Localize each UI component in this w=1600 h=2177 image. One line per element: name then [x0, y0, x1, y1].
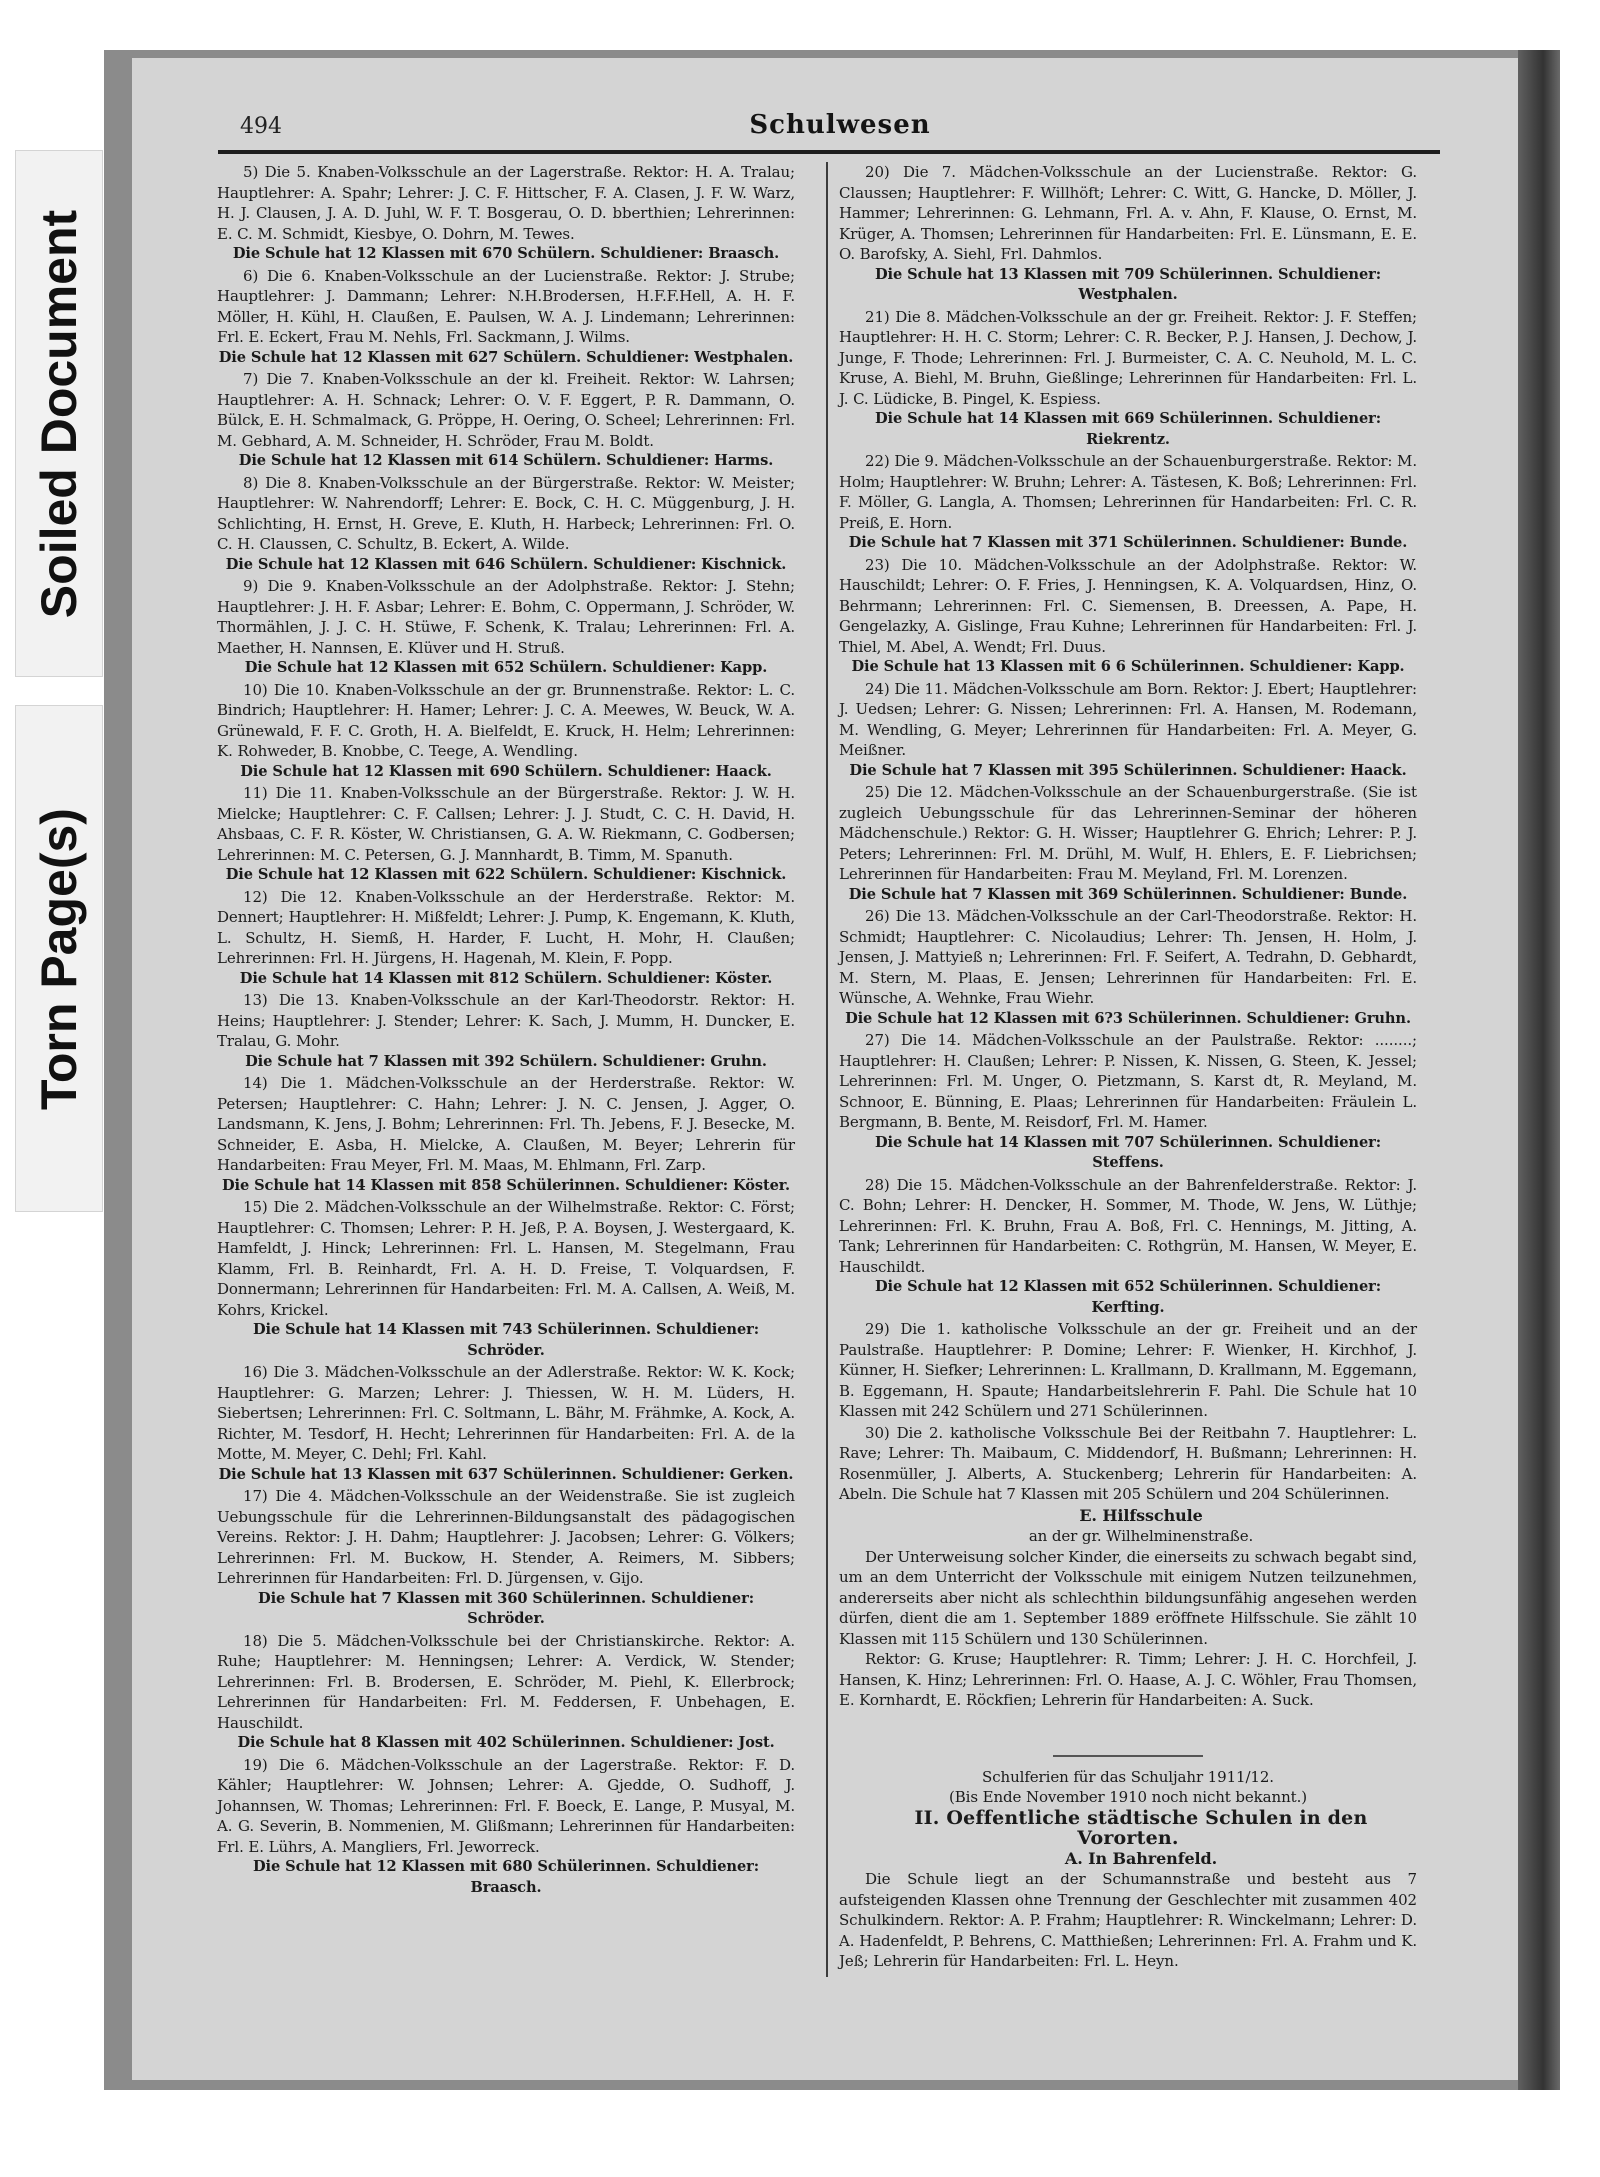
school-entry-text: 29) Die 1. katholische Volksschule an der gr. Freiheit und an der Paulstraße. Hauptlehrer: P. Domine; Lehrer: F. Wienker, H. Kirchhof, J. Künner, H. Siefker; Lehrerinnen: L. Krallmann, D. Krallmann, M. Eggemann, B. Eggemann, H. Spaute; Handarbeitslehrerin F. Pahl. Die Schule hat 10 Klassen mit 242 Schülern und 271 Schülerinnen.: [839, 1320, 1417, 1420]
right-column: [839, 162, 1417, 1972]
school-entry-text: 21) Die 8. Mädchen-Volksschule an der gr. Freiheit. Rektor: J. F. Steffen; Hauptlehrer: H. H. C. Storm; Lehrer: C. R. Becker, P. J. Hansen, J. Dechow, J. Junge, F. Thode; Lehrerinnen: Frl. J. Burmeister, C. A. C. Neuhold, M. L. C. Kruse, A. Biehl, M. Bruhn, Gießlinge; Lehrerinnen für Handarbeiten: Frl. L. J. C. Lüdicke, B. Pingel, K. Espiess.: [839, 307, 1417, 408]
school-entry-summary: Die Schule hat 7 Klassen mit 360 Schülerinnen. Schuldiener: Schröder.: [258, 1589, 754, 1627]
school-entry-summary: Die Schule hat 12 Klassen mit 652 Schülerinnen. Schuldiener: Kerfting.: [874, 1278, 1382, 1316]
school-entry-text: 13) Die 13. Knaben-Volksschule an der Karl-Theodorstr. Rektor: H. Heins; Hauptlehrer: J. Stender; Lehrer: K. Sach, J. Mumm, H. Duncker, E. Tralau, G. Mohr.: [217, 991, 795, 1050]
school-entry: [839, 162, 1417, 306]
school-entry: [217, 990, 795, 1072]
schulferien-title: Schulferien für das Schuljahr 1911/12.: [982, 1767, 1274, 1786]
school-entry: [217, 1197, 795, 1361]
schulferien-note: (Bis Ende November 1910 noch nicht bekannt.): [948, 1788, 1307, 1806]
left-column: [217, 162, 795, 1899]
school-entry: [217, 369, 795, 472]
school-entry-text: 26) Die 13. Mädchen-Volksschule an der Carl-Theodorstraße. Rektor: H. Schmidt; Hauptlehrer: C. Nicolaudius; Lehrer: Th. Jensen, H. Holm, J. Jensen, J. Mattyieß n; Lehrerinnen: Frl. F. Seifert, A. Tedrahn, D. Gebhardt, M. Stern, M. Plaas, E. Jensen; Lehrerinnen für Handarbeiten: Frl. E. Wünsche, A. Wehnke, Frau Wiehr.: [839, 907, 1417, 1007]
school-entry-summary: Die Schule hat 12 Klassen mit 627 Schülern. Schuldiener: Westphalen.: [218, 348, 794, 366]
section-title: Schulwesen: [749, 110, 931, 140]
school-entry-summary: Die Schule hat 13 Klassen mit 709 Schülerinnen. Schuldiener: Westphalen.: [874, 265, 1382, 303]
school-entry-summary: Die Schule hat 12 Klassen mit 652 Schülern. Schuldiener: Kapp.: [244, 659, 768, 676]
school-entry: [839, 555, 1417, 678]
school-entry: [217, 1073, 795, 1196]
school-entry-summary: Die Schule hat 12 Klassen mit 622 Schülern. Schuldiener: Kischnick.: [225, 866, 787, 883]
school-entry-text: 15) Die 2. Mädchen-Volksschule an der Wilhelmstraße. Rektor: C. Först; Hauptlehrer: C. Thomsen; Lehrer: P. H. Jeß, P. A. Boysen, J. Westergaard, K. Hamfeldt, J. Hinck; Lehrerinnen: Frl. L. Hansen, M. Stegelmann, Frau Klamm, Frl. B. Reinhardt, Frl. A. H. D. Freise, T. Volquardsen, F. Donnermann; Lehrerinnen für Handarbeiten: Frl. M. A. Callsen, A. Weiß, M. Kohrs, Krickel.: [217, 1198, 795, 1319]
school-entry-text: 7) Die 7. Knaben-Volksschule an der kl. Freiheit. Rektor: W. Lahrsen; Hauptlehrer: A. H. Schnack; Lehrer: O. V. F. Eggert, P. R. Dammann, O. Bülck, E. H. Schmalmack, G. Pröppe, H. Oering, O. Scheel; Lehrerinnen: Frl. M. Gebhard, A. M. Schneider, H. Schröder, Frau M. Boldt.: [217, 370, 795, 450]
school-entry-summary: Die Schule hat 14 Klassen mit 812 Schülern. Schuldiener: Köster.: [239, 969, 773, 987]
school-entry: [217, 887, 795, 990]
school-entry-text: 12) Die 12. Knaben-Volksschule an der Herderstraße. Rektor: M. Dennert; Hauptlehrer: H. Mißfeldt; Lehrer: J. Pump, K. Engemann, K. Kluth, L. Schultz, H. Siemß, H. Harder, F. Lucht, H. Mohr, H. Claußen; Lehrerinnen: Frl. H. Jürgens, H. Hagenah, M. Klein, F. Popp.: [217, 887, 795, 967]
school-entry-text: 16) Die 3. Mädchen-Volksschule an der Adlerstraße. Rektor: W. K. Kock; Hauptlehrer: G. Marzen; Lehrer: J. Thiessen, W. H. M. Lüders, H. Siebertsen; Lehrerinnen: Frl. C. Soltmann, L. Bähr, M. Frähmke, A. Kock, A. Richter, M. Tesdorf, H. Hecht; Lehrerinnen für Handarbeiten: Frl. A. de la Motte, M. Meyer, C. Dehl; Frl. Kahl.: [217, 1363, 795, 1463]
torn-pages-stamp: [15, 705, 103, 1212]
school-entry: [839, 1175, 1417, 1319]
school-entry-text: 14) Die 1. Mädchen-Volksschule an der Herderstraße. Rektor: W. Petersen; Hauptlehrer: C. Hahn; Lehrer: J. N. C. Jensen, J. Agger, O. Landsmann, K. Jens, J. Bohm; Lehrerinnen: Frl. Th. Jebens, F. J. Besecke, M. Schneider, E. Asba, H. Mielcke, A. Claußen, M. Beyer; Lehrerin für Handarbeiten: Frau Meyer, Frl. M. Maas, M. Ehlmann, Frl. Zarp.: [217, 1074, 795, 1174]
school-entry-text: 20) Die 7. Mädchen-Volksschule an der Lucienstraße. Rektor: G. Claussen; Hauptlehrer: F. Willhöft; Lehrer: C. Witt, G. Hancke, D. Möller, J. Hammer; Lehrerinnen: G. Lehmann, Frl. A. v. Ahn, F. Klause, O. Ernst, M. Krüger, A. Thomsen; Lehrerinnen für Handarbeiten: Frl. E. Lünsmann, E. E. O. Barofsky, A. Siehl, Frl. Dahmlos.: [839, 163, 1417, 263]
school-entry-summary: Die Schule hat 14 Klassen mit 669 Schülerinnen. Schuldiener: Riekrentz.: [874, 410, 1382, 448]
school-entry-text: 27) Die 14. Mädchen-Volksschule an der Paulstraße. Rektor: ........; Hauptlehrer: H. Claußen; Lehrer: P. Nissen, K. Nissen, G. Steen, K. Jessel; Lehrerinnen: Frl. M. Unger, O. Pietzmann, S. Karst dt, R. Meyland, M. Schnoor, E. Bünning, E. Plaas; Lehrerinnen für Handarbeiten: Fräulein L. Bergmann, B. Bente, M. Reisdorf, Frl. M. Hamer.: [839, 1031, 1417, 1131]
school-entry: [217, 1755, 795, 1899]
school-entry-summary: Die Schule hat 12 Klassen mit 6?3 Schülerinnen. Schuldiener: Gruhn.: [845, 1009, 1411, 1027]
school-entry: [217, 783, 795, 886]
torn-pages-label: Torn Page(s): [31, 807, 88, 1110]
hilfsschule-staff: Rektor: G. Kruse; Hauptlehrer: R. Timm; Lehrer: J. H. C. Horchfeil, J. Hansen, K. Hinz; Lehrerinnen: Frl. O. Haase, A. J. C. Wöhler, Frau Thomsen, E. Kornhardt, E. Röckfien; Lehrerin für Handarbeiten: A. Suck.: [839, 1650, 1417, 1709]
school-entry-text: 30) Die 2. katholische Volksschule Bei der Reitbahn 7. Hauptlehrer: L. Rave; Lehrer: Th. Maibaum, C. Middendorf, H. Bußmann; Lehrerinnen: H. Rosenmüller, J. Alberts, A. Stuckenberg; Lehrerin für Handarbeiten: A. Abeln. Die Schule hat 7 Klassen mit 205 Schülern und 204 Schülerinnen.: [839, 1423, 1417, 1503]
school-entry: [217, 576, 795, 679]
school-entry-summary: Die Schule hat 12 Klassen mit 670 Schülern. Schuldiener: Braasch.: [232, 245, 780, 262]
school-entry-text: 19) Die 6. Mädchen-Volksschule an der Lagerstraße. Rektor: F. D. Kähler; Hauptlehrer: W. Johnsen; Lehrer: A. Gjedde, O. Sudhoff, J. Johannsen, W. Thomas; Lehrerinnen: Frl. F. Boeck, E. Lange, P. Musyal, M. A. G. Severin, B. Nommenien, M. Glißmann; Lehrerinnen für Handarbeiten: Frl. E. Lührs, A. Mangliers, Frl. Jeworreck.: [217, 1755, 795, 1856]
hilfsschule-section: [839, 1506, 1417, 1711]
school-entry: [839, 679, 1417, 782]
school-entry-summary: Die Schule hat 14 Klassen mit 743 Schülerinnen. Schuldiener: Schröder.: [252, 1321, 760, 1359]
page-binding-edge: [1518, 50, 1560, 2090]
school-entry-text: 18) Die 5. Mädchen-Volksschule bei der Christianskirche. Rektor: A. Ruhe; Hauptlehrer: M. Henningsen; Lehrer: A. Verdick, W. Stender; Lehrerinnen: Frl. B. Brodersen, E. Schröder, M. Piehl, K. Ellerbrock; Lehrerinnen für Handarbeiten: Frl. M. Feddersen, F. Unbehagen, E. Hauschildt.: [217, 1631, 795, 1732]
school-entry: [217, 1486, 795, 1630]
school-entry-text: 9) Die 9. Knaben-Volksschule an der Adolphstraße. Rektor: J. Stehn; Hauptlehrer: J. H. F. Asbar; Lehrer: E. Bohm, C. Oppermann, J. Schröder, W. Thormählen, J. J. C. H. Stüwe, F. Schenk, K. Tralau; Lehrerinnen: Frl. A. Maether, H. Nannsen, E. Klüver und H. Struß.: [217, 577, 795, 657]
school-entry: [839, 1319, 1417, 1422]
school-entry: [217, 266, 795, 369]
hilfsschule-text: Der Unterweisung solcher Kinder, die einerseits zu schwach begabt sind, um an dem Unterricht der Volksschule mit einigem Nutzen teilzunehmen, andererseits aber nicht als schlechthin bildungsunfähig angesehen werden dürfen, dient die am 1. September 1889 eröffnete Hilfsschule. Sie zählt 10 Klassen mit 115 Schülern und 130 Schülerinnen.: [839, 1547, 1417, 1648]
hilfsschule-location: an der gr. Wilhelminenstraße.: [1028, 1527, 1254, 1545]
vororte-section: [839, 1808, 1417, 1972]
school-entry: [217, 162, 795, 265]
school-entry-text: 11) Die 11. Knaben-Volksschule an der Bürgerstraße. Rektor: J. W. H. Mielcke; Hauptlehrer: C. F. Callsen; Lehrer: J. J. Studt, C. C. H. David, H. Ahsbaas, C. F. R. Köster, W. Christiansen, G. A. W. Riekmann, C. Godbersen; Lehrerinnen: M. C. Petersen, G. J. Mannhardt, B. Timm, M. Spanuth.: [217, 784, 795, 864]
soiled-document-stamp: [15, 150, 103, 677]
school-entry-summary: Die Schule hat 13 Klassen mit 6 6 Schülerinnen. Schuldiener: Kapp.: [851, 658, 1405, 675]
school-entry-summary: Die Schule hat 12 Klassen mit 614 Schülern. Schuldiener: Harms.: [238, 452, 774, 469]
school-entry: [839, 307, 1417, 451]
bahrenfeld-text: Die Schule liegt an der Schumannstraße und besteht aus 7 aufsteigenden Klassen ohne Trennung der Geschlechter mit zusammen 402 Schulkindern. Rektor: A. P. Frahm; Hauptlehrer: R. Winckelmann; Lehrer: D. A. Hadenfeldt, P. Behrens, C. Matthießen; Lehrerinnen: Frl. A. Frahm und K. Jeß; Lehrerin für Handarbeiten: Frl. L. Heyn.: [839, 1870, 1417, 1970]
school-entry: [217, 1631, 795, 1754]
school-entry-summary: Die Schule hat 8 Klassen mit 402 Schülerinnen. Schuldiener: Jost.: [237, 1734, 775, 1751]
hilfsschule-heading: E. Hilfsschule: [1079, 1505, 1203, 1525]
school-entry: [217, 473, 795, 576]
school-entry-summary: Die Schule hat 12 Klassen mit 690 Schülern. Schuldiener: Haack.: [240, 762, 772, 780]
school-entry-text: 25) Die 12. Mädchen-Volksschule an der Schauenburgerstraße. (Sie ist zugleich Uebungsschule für das Lehrerinnen-Seminar der höheren Mädchenschule.) Rektor: G. H. Wisser; Hauptlehrer G. Ehrich; Lehrer: P. J. Peters; Lehrerinnen: Frl. M. Drühl, M. Wulf, H. Ehlers, E. F. Liebrichsen; Lehrerinnen für Handarbeiten: Frau M. Meyland, Frl. M. Lorenzen.: [839, 783, 1417, 883]
school-entry: [217, 680, 795, 783]
school-entry: [839, 1030, 1417, 1174]
school-entry: [217, 1362, 795, 1485]
school-entry-text: 8) Die 8. Knaben-Volksschule an der Bürgerstraße. Rektor: W. Meister; Hauptlehrer: W. Nahrendorff; Lehrer: E. Bock, C. H. C. Müggenburg, J. H. Schlichting, H. Ernst, H. Greve, E. Kluth, H. Harbeck; Lehrerinnen: Frl. O. C. H. Claussen, C. Schultz, B. Eckert, A. Wilde.: [217, 473, 795, 553]
soiled-document-label: Soiled Document: [31, 209, 87, 618]
school-entry: [839, 451, 1417, 554]
school-entry-summary: Die Schule hat 7 Klassen mit 369 Schülerinnen. Schuldiener: Bunde.: [848, 885, 1408, 903]
school-entry-summary: Die Schule hat 12 Klassen mit 646 Schülern. Schuldiener: Kischnick.: [225, 555, 787, 573]
school-entry-summary: Die Schule hat 12 Klassen mit 680 Schülerinnen. Schuldiener: Braasch.: [252, 1858, 760, 1896]
page-number: 494: [240, 114, 282, 139]
school-entry: [839, 906, 1417, 1029]
school-entry-text: 22) Die 9. Mädchen-Volksschule an der Schauenburgerstraße. Rektor: M. Holm; Hauptlehrer: W. Bruhn; Lehrer: A. Tästesen, K. Boß; Lehrerinnen: Frl. F. Möller, G. Langla, A. Thomsen; Lehrerinnen für Handarbeiten: Frl. C. R. Preiß, E. Horn.: [839, 452, 1417, 532]
section-rule: [1053, 1755, 1203, 1757]
school-entry-text: 24) Die 11. Mädchen-Volksschule am Born. Rektor: J. Ebert; Hauptlehrer: J. Uedsen; Lehrer: G. Nissen; Lehrerinnen: Frl. A. Hansen, M. Rodemann, M. Wendling, G. Meyer; Lehrerinnen für Handarbeiten: Frl. A. Meyer, G. Meißner.: [839, 679, 1417, 759]
bahrenfeld-heading: A. In Bahrenfeld.: [1064, 1848, 1218, 1868]
school-entry-summary: Die Schule hat 14 Klassen mit 858 Schülerinnen. Schuldiener: Köster.: [221, 1176, 791, 1194]
school-entry-summary: Die Schule hat 7 Klassen mit 392 Schülern. Schuldiener: Gruhn.: [245, 1052, 767, 1070]
school-entry-summary: Die Schule hat 13 Klassen mit 637 Schülerinnen. Schuldiener: Gerken.: [218, 1465, 794, 1483]
school-entry-text: 10) Die 10. Knaben-Volksschule an der gr. Brunnenstraße. Rektor: L. C. Bindrich; Hauptlehrer: H. Hamer; Lehrer: J. C. A. Meewes, W. Beuck, W. A. Grünewald, F. F. C. Groth, H. A. Bielfeldt, E. Kruck, H. Helm; Lehrerinnen: K. Rohweder, B. Knobbe, C. Teege, A. Wendling.: [217, 680, 795, 760]
school-entry-text: 23) Die 10. Mädchen-Volksschule an der Adolphstraße. Rektor: W. Hauschildt; Lehrer: O. F. Fries, J. Henningsen, K. A. Volquardsen, Hinz, O. Behrmann; Lehrerinnen: Frl. C. Siemensen, B. Dreessen, A. Pape, H. Gengelazky, A. Gislinge, Frau Kuhne; Lehrerinnen für Handarbeiten: Frl. J. Thiel, M. Abel, A. Wendt; Frl. Duus.: [839, 555, 1417, 656]
school-entry-summary: Die Schule hat 7 Klassen mit 395 Schülerinnen. Schuldiener: Haack.: [849, 761, 1407, 779]
page-header: [240, 106, 1440, 148]
column-divider: [826, 162, 828, 1977]
vororte-heading: II. Oeffentliche städtische Schulen in den Vororten.: [914, 1806, 1368, 1849]
school-entry-text: 28) Die 15. Mädchen-Volksschule an der Bahrenfelderstraße. Rektor: J. C. Bohn; Lehrer: H. Dencker, H. Sommer, M. Thode, W. Jens, W. Lüthje; Lehrerinnen: Frl. K. Bruhn, Frau A. Boß, Frl. C. Hennings, M. Jitting, A. Tank; Lehrerinnen für Handarbeiten: C. Rothgrün, M. Hansen, W. Meyer, E. Hauschildt.: [839, 1175, 1417, 1276]
header-rule: [218, 150, 1440, 154]
right-column-entries: [839, 162, 1417, 1505]
school-entry: [839, 1423, 1417, 1505]
school-entry-text: 6) Die 6. Knaben-Volksschule an der Lucienstraße. Rektor: J. Strube; Hauptlehrer: J. Dammann; Lehrer: N.H.Brodersen, H.F.F.Hell, A. H. F. Möller, H. Kühl, H. Claußen, E. Paulsen, W. A. J. Lindemann; Lehrerinnen: Frl. E. Eckert, Frau M. Nehls, Frl. Sackmann, J. Wilms.: [217, 266, 795, 346]
school-entry-text: 17) Die 4. Mädchen-Volksschule an der Weidenstraße. Sie ist zugleich Uebungsschule für die Lehrerinnen-Bildungsanstalt des pädagogischen Vereins. Rektor: J. H. Dahm; Hauptlehrer: J. Jacobsen; Lehrer: G. Völkers; Lehrerinnen: Frl. M. Buckow, H. Stender, A. Reimers, M. Sibbers; Lehrerinnen für Handarbeiten: Frl. D. Jürgensen, v. Gijo.: [217, 1487, 795, 1587]
left-margin-strip: [0, 0, 108, 2177]
school-entry-summary: Die Schule hat 14 Klassen mit 707 Schülerinnen. Schuldiener: Steffens.: [874, 1133, 1382, 1171]
school-entry: [839, 782, 1417, 905]
school-entry-text: 5) Die 5. Knaben-Volksschule an der Lagerstraße. Rektor: H. A. Tralau; Hauptlehrer: A. Spahr; Lehrer: J. C. F. Hittscher, F. A. Clasen, J. F. W. Warz, H. J. Clausen, J. A. D. Juhl, W. F. T. Bosgerau, O. D. bberthien; Lehrerinnen: E. C. M. Schmidt, Kiesbye, O. Dohrn, M. Tewes.: [217, 163, 795, 243]
school-entry-summary: Die Schule hat 7 Klassen mit 371 Schülerinnen. Schuldiener: Bunde.: [848, 534, 1408, 551]
